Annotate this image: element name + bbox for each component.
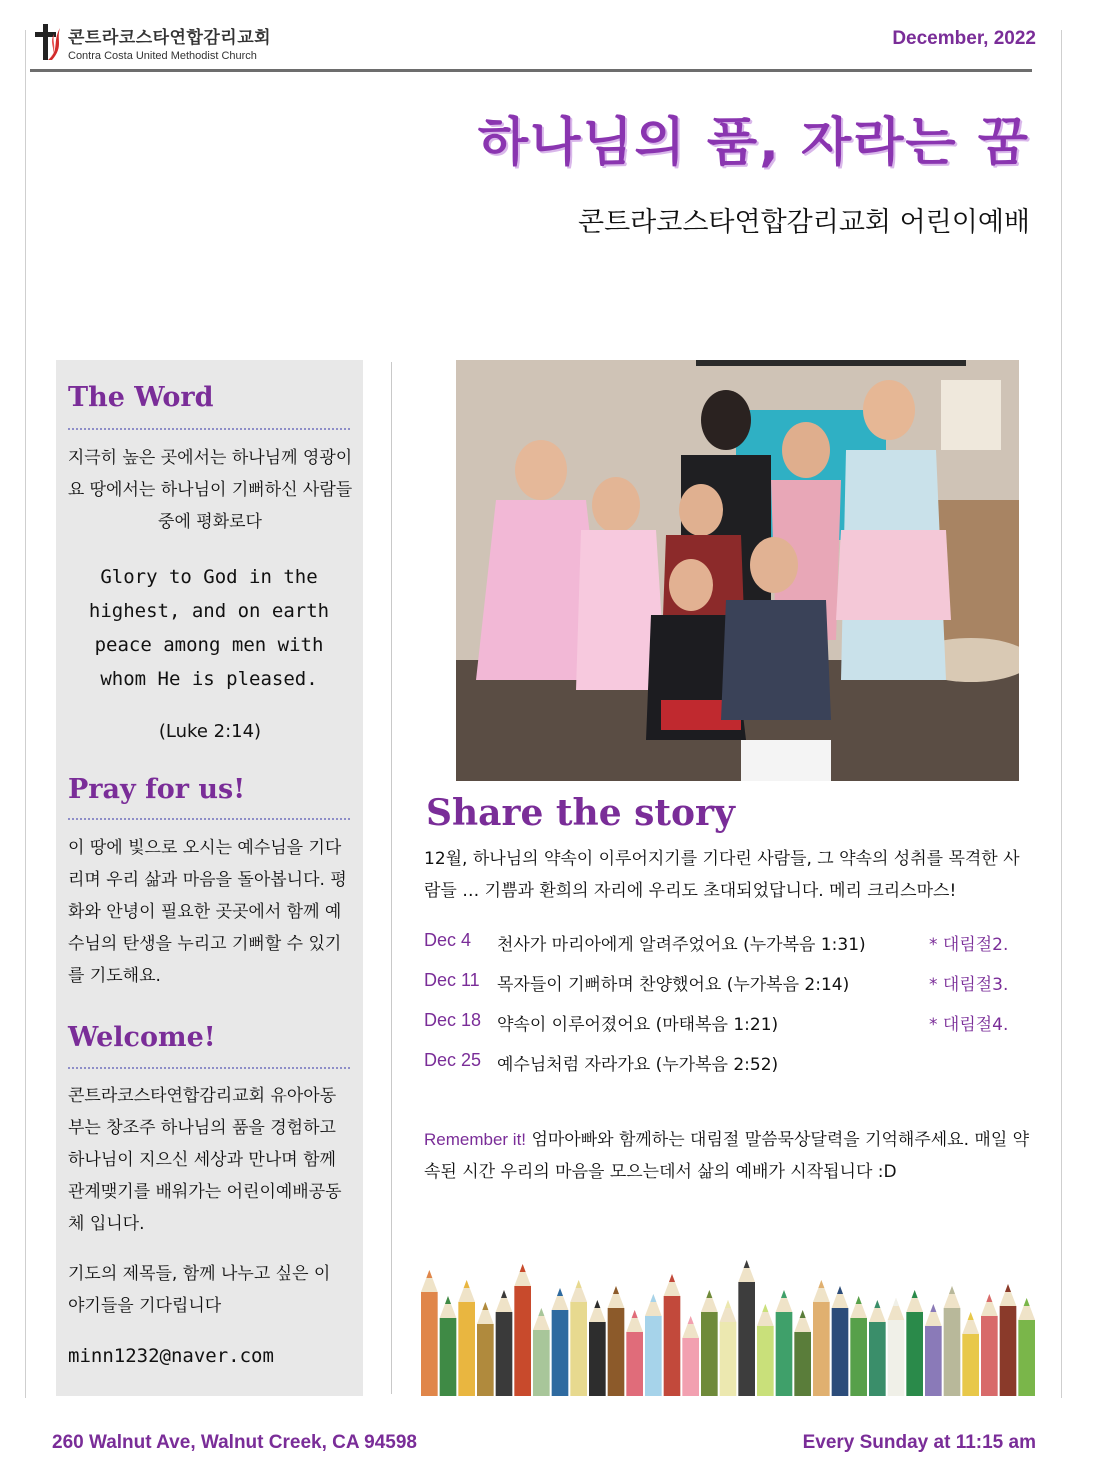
column-divider	[391, 362, 392, 1394]
pencil-lead	[482, 1302, 488, 1310]
schedule-date: Dec 25	[424, 1050, 482, 1070]
colored-pencils-illustration	[420, 1250, 1036, 1396]
pencil-body	[757, 1326, 774, 1396]
pencil-body	[813, 1302, 830, 1396]
sidebar	[56, 360, 363, 1396]
word-ko: 지극히 높은 곳에서는 하나님께 영광이요 땅에서는 하나님이 기뻐하신 사람들 중에 평화로다	[67, 448, 353, 532]
pencil-lead	[1005, 1284, 1011, 1292]
pencil-body	[421, 1292, 438, 1396]
pencil-body	[664, 1296, 681, 1396]
schedule-note: * 대림절2.	[929, 935, 1009, 955]
story-heading: Share the story	[426, 792, 735, 834]
pencil-lead	[613, 1286, 619, 1294]
schedule-note: * 대림절3.	[929, 975, 1009, 995]
pencil-body	[981, 1316, 998, 1396]
pencil-lead	[818, 1280, 824, 1288]
pray-text: 이 땅에 빛으로 오시는 예수님을 기다리며 우리 삶과 마음을 돌아봅니다. 평화와 안녕이 필요한 곳곳에서 함께 예수님의 탄생을 누리고 기뻐할 수 있기를 기도해요.	[68, 838, 347, 986]
pencil-body	[514, 1286, 531, 1396]
word-reference: (Luke 2:14)	[158, 721, 262, 742]
footer-service-time: Every Sunday at 11:15 am	[802, 1432, 1036, 1453]
pencil-lead	[650, 1294, 656, 1302]
pencil-lead	[837, 1286, 843, 1294]
pencil-lead	[445, 1296, 451, 1304]
contact-email[interactable]: minn1232@naver.com	[68, 1345, 274, 1367]
children-group-photo	[456, 360, 1019, 781]
pencil-lead	[725, 1300, 731, 1308]
pencil-body	[850, 1318, 867, 1396]
pencil-body	[589, 1322, 606, 1396]
pencil-lead	[949, 1286, 955, 1294]
pencil-body	[608, 1308, 625, 1396]
pencil-body	[925, 1326, 942, 1396]
pencil-body	[869, 1322, 886, 1396]
pencil-lead	[501, 1290, 507, 1298]
pencil-lead	[520, 1264, 526, 1272]
pencil-body	[832, 1308, 849, 1396]
pencil-lead	[968, 1312, 974, 1320]
welcome-text: 콘트라코스타연합감리교회 유아아동부는 창조주 하나님의 품을 경험하고 하나님이 지으신 세상과 만나며 함께 관계맺기를 배워가는 어린이예배공동체 입니다.	[68, 1086, 342, 1234]
schedule-text: 약속이 이루어졌어요 (마태복음 1:21)	[497, 1015, 779, 1035]
pencil-lead	[632, 1310, 638, 1318]
pencil-body	[1000, 1306, 1017, 1396]
page-border-right	[1061, 30, 1062, 1398]
schedule-text: 목자들이 기뻐하며 찬양했어요 (누가복음 2:14)	[497, 975, 850, 995]
dotted-divider	[68, 818, 350, 820]
pencil-body	[776, 1312, 793, 1396]
pencil-body	[794, 1332, 811, 1396]
pencil-lead	[426, 1270, 432, 1278]
schedule-note: * 대림절4.	[929, 1015, 1009, 1035]
pencil-body	[626, 1332, 643, 1396]
church-name-en: Contra Costa United Methodist Church	[68, 49, 257, 62]
pencil-body	[552, 1310, 569, 1396]
newsletter-title: 하나님의 품, 자라는 꿈	[477, 113, 1030, 173]
pencil-body	[1018, 1320, 1035, 1396]
pencil-lead	[1024, 1298, 1030, 1306]
pencil-body	[682, 1338, 699, 1396]
page-border-left	[25, 30, 26, 1398]
dotted-divider	[68, 1067, 350, 1069]
pencil-lead	[856, 1296, 862, 1304]
pencil-lead	[781, 1290, 787, 1298]
pencil-body	[533, 1330, 550, 1396]
pencil-lead	[538, 1308, 544, 1316]
issue-date: December, 2022	[892, 28, 1036, 49]
schedule-date: Dec 4	[424, 930, 472, 950]
word-en: Glory to God in the highest, and on earth peace among men with whom He is pleased.	[88, 566, 330, 690]
schedule-date: Dec 11	[424, 970, 480, 990]
pencil-body	[962, 1334, 979, 1396]
remember-text: 엄마아빠와 함께하는 대림절 말씀묵상달력을 기억해주세요. 매일 약속된 시간 우리의 마음을 모으는데서 삶의 예배가 시작됩니다 :D	[424, 1130, 1030, 1182]
pencil-body	[440, 1318, 457, 1396]
pencil-body	[944, 1308, 961, 1396]
pencil-body	[458, 1302, 475, 1396]
cross-flame-icon	[30, 20, 64, 64]
pencil-lead	[706, 1290, 712, 1298]
remember-note	[424, 1124, 1034, 1188]
remember-label: Remember it!	[424, 1130, 527, 1149]
pencil-body	[496, 1312, 513, 1396]
pencil-body	[906, 1312, 923, 1396]
pencil-lead	[576, 1280, 582, 1288]
pencil-body	[701, 1312, 718, 1396]
welcome-heading: Welcome!	[68, 1022, 216, 1053]
church-logo	[30, 20, 271, 64]
pencil-lead	[800, 1310, 806, 1318]
pencil-lead	[557, 1288, 563, 1296]
story-intro: 12월, 하나님의 약속이 이루어지기를 기다린 사람들, 그 약속의 성취를 목격한 사람들 … 기쁨과 환희의 자리에 우리도 초대되었답니다. 메리 크리스마스!	[424, 849, 1020, 901]
pencil-body	[570, 1302, 587, 1396]
pencil-body	[888, 1320, 905, 1396]
pencil-lead	[874, 1300, 880, 1308]
pencil-lead	[669, 1274, 675, 1282]
pencil-lead	[688, 1316, 694, 1324]
pencil-lead	[744, 1260, 750, 1268]
schedule-text: 예수님처럼 자라가요 (누가복음 2:52)	[497, 1055, 779, 1075]
pencil-lead	[594, 1300, 600, 1308]
church-name-ko: 콘트라코스타연합감리교회	[68, 27, 272, 48]
pencil-lead	[912, 1290, 918, 1298]
pencil-body	[738, 1282, 755, 1396]
pencil-body	[477, 1324, 494, 1396]
pencil-lead	[762, 1304, 768, 1312]
word-heading: The Word	[68, 382, 214, 413]
welcome-text-2: 기도의 제목들, 함께 나누고 싶은 이야기들을 기다립니다	[68, 1264, 331, 1316]
pencil-lead	[986, 1294, 992, 1302]
schedule-date: Dec 18	[424, 1010, 482, 1030]
schedule-text: 천사가 마리아에게 알려주었어요 (누가복음 1:31)	[497, 935, 866, 955]
pencil-lead	[464, 1280, 470, 1288]
pray-heading: Pray for us!	[68, 774, 246, 805]
footer-address: 260 Walnut Ave, Walnut Creek, CA 94598	[52, 1432, 417, 1453]
pencil-lead	[893, 1298, 899, 1306]
pencil-lead	[930, 1304, 936, 1312]
newsletter-subtitle: 콘트라코스타연합감리교회 어린이예배	[578, 207, 1030, 238]
pencil-body	[720, 1322, 737, 1396]
header-divider	[30, 69, 1032, 72]
pencil-body	[645, 1316, 662, 1396]
dotted-divider	[68, 428, 350, 430]
